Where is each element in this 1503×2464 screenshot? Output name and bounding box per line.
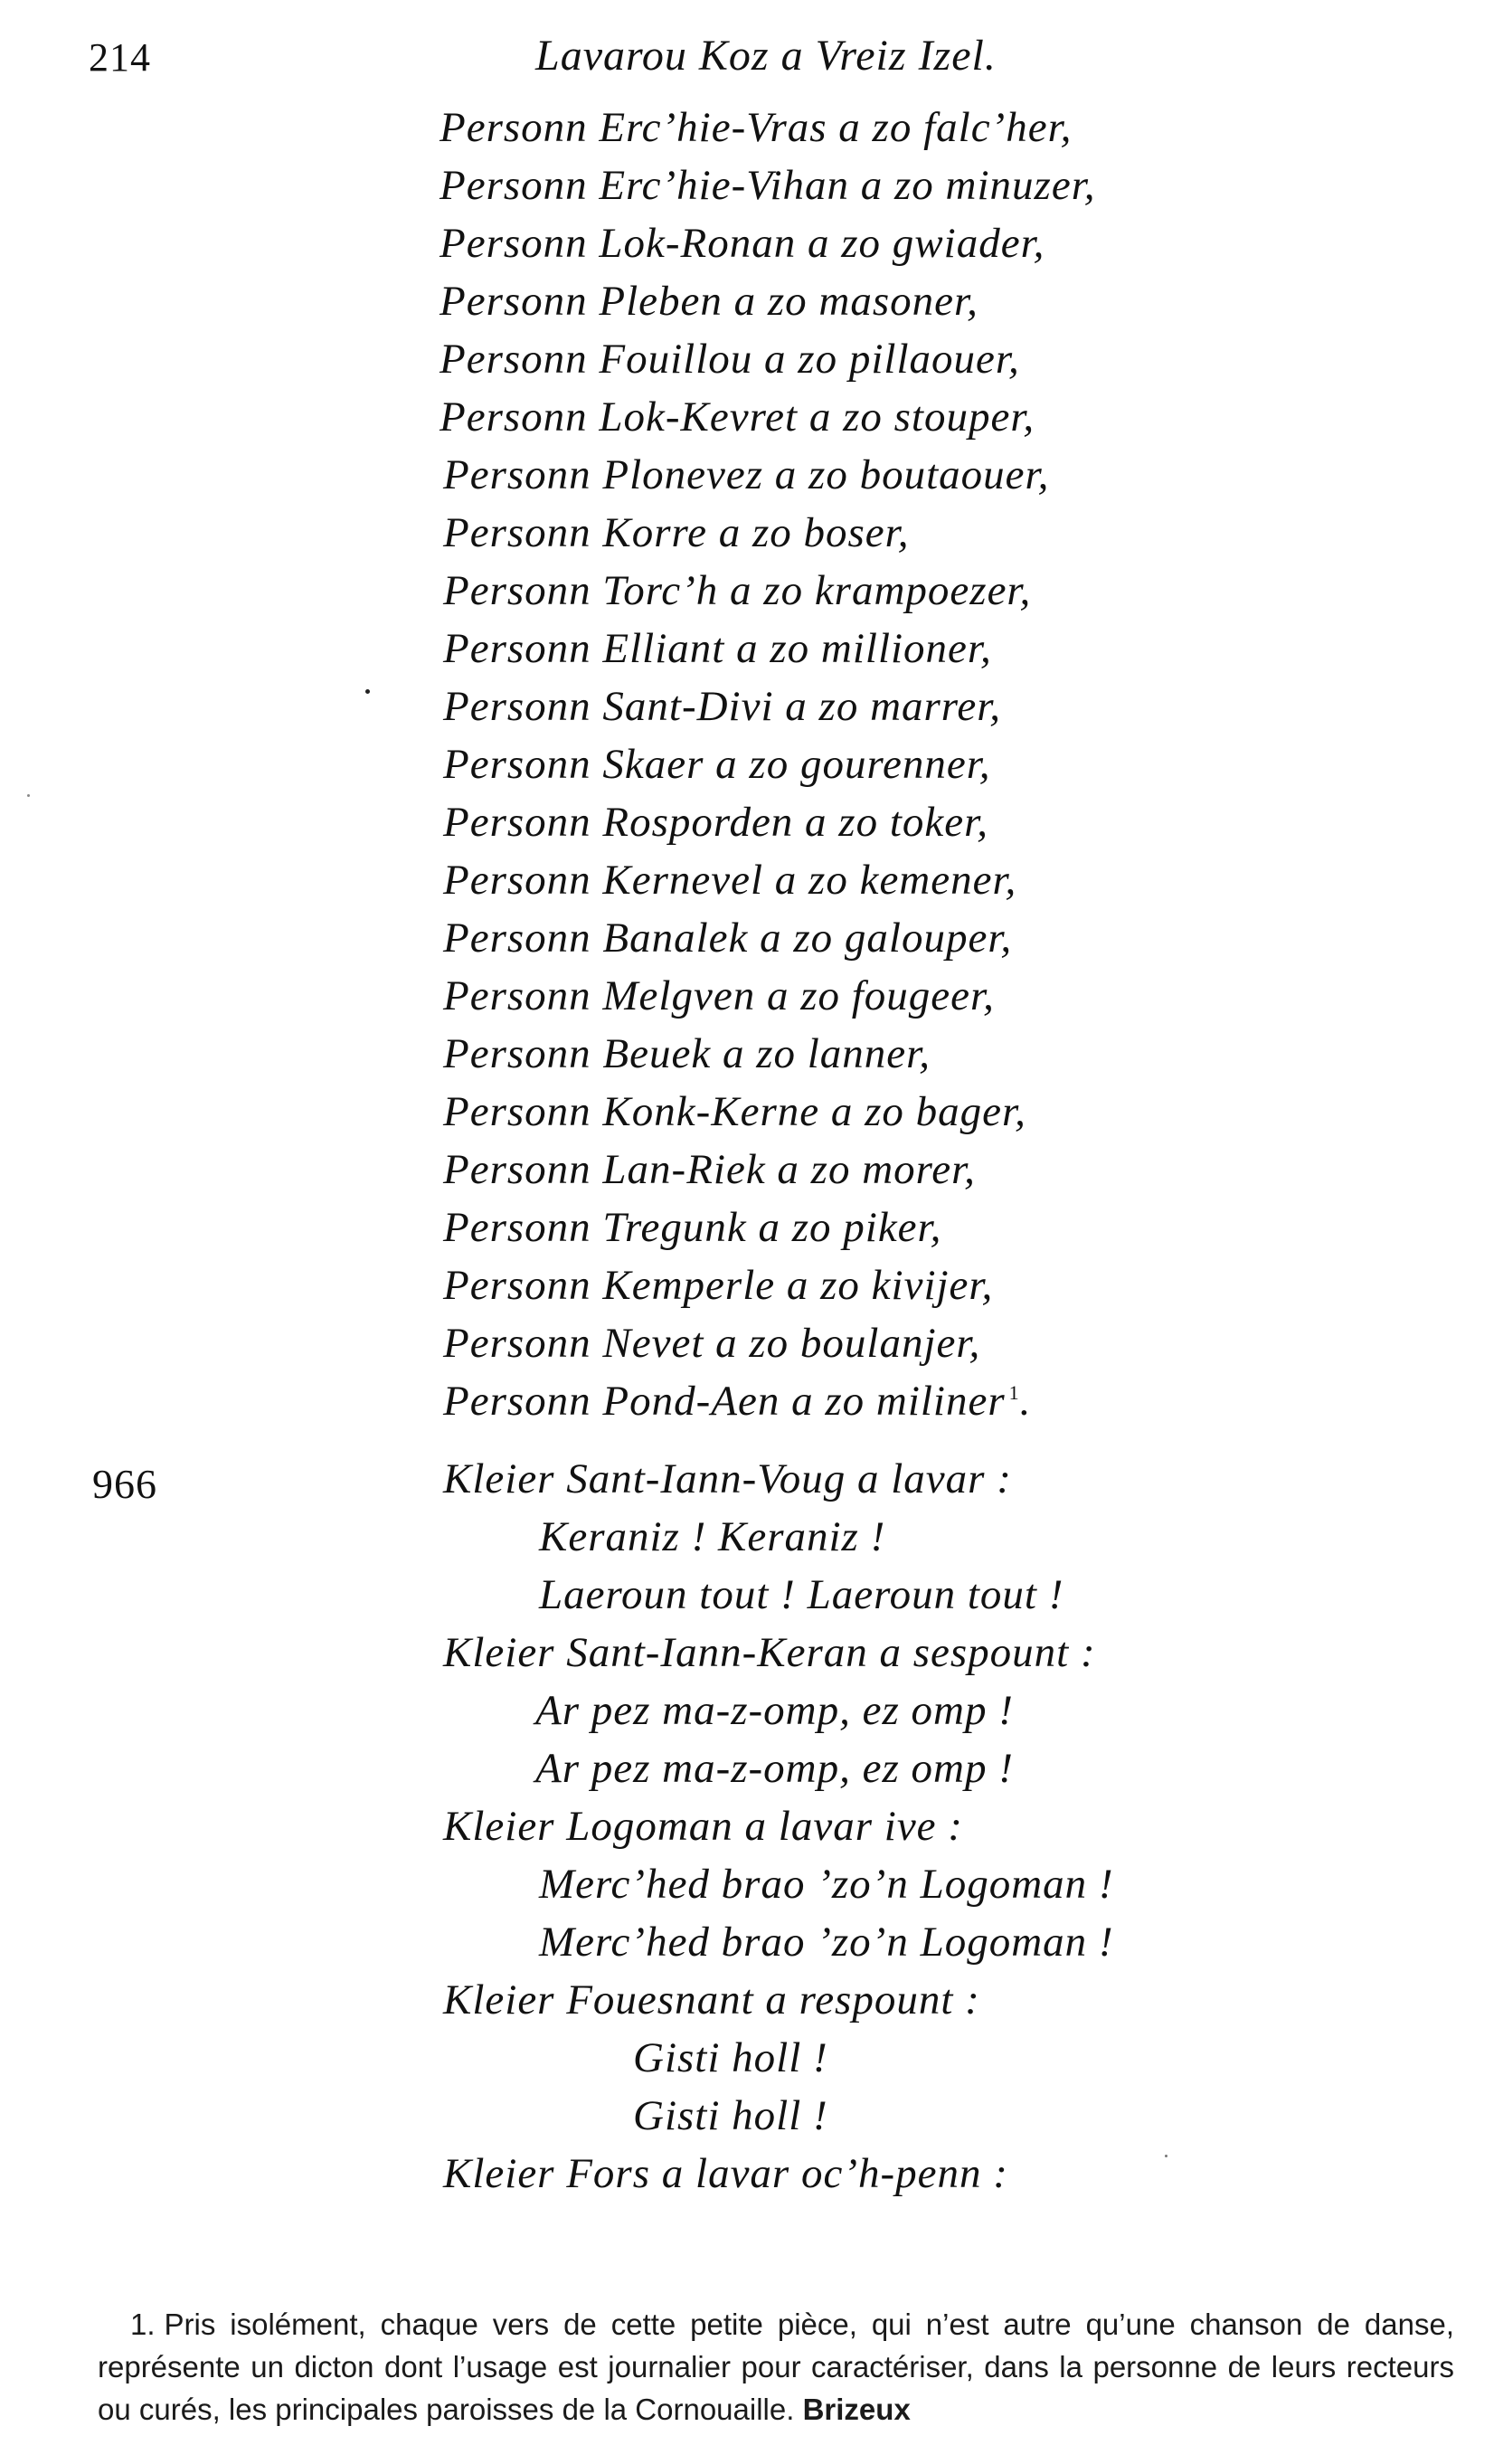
verse-line-end-mark: . [1019, 1378, 1032, 1425]
verse-line: Personn Nevet a zo boulanjer, [443, 1320, 981, 1367]
verse-line: Personn Torc’h a zo krampoezer, [443, 567, 1032, 614]
verse-line: Personn Beuek a zo lanner, [443, 1030, 931, 1077]
print-speck [365, 689, 370, 694]
verse-line: Personn Rosporden a zo toker, [443, 799, 988, 846]
footnote-text: Pris isolément, chaque vers de cette petite pièce, qui n’est autre qu’une chanson de danse, représente un dicton dont l’usage est journalier pour caractériser, dans la personne de leurs recteurs ou curés, les principales paroisses de la Cornouaille. [98, 2308, 1454, 2426]
verse-line-refrain: Merc’hed brao ’zo’n Logoman ! [539, 1861, 1114, 1908]
footnote-reference[interactable]: 1 [1008, 1381, 1020, 1405]
verse-line: Kleier Sant-Iann-Voug a lavar : [443, 1455, 1012, 1502]
print-speck [27, 794, 30, 797]
verse-line: Personn Erc’hie-Vras a zo falc’her, [440, 104, 1073, 151]
verse-line: Personn Lok-Ronan a zo gwiader, [440, 220, 1045, 267]
verse-line [443, 1380, 1031, 1423]
verse-line: Kleier Fouesnant a respount : [443, 1976, 980, 2023]
verse-line-refrain: Laeroun tout ! Laeroun tout ! [539, 1571, 1064, 1618]
verse-line: Personn Tregunk a zo piker, [443, 1204, 942, 1251]
verse-number: 966 [92, 1461, 157, 1507]
verse-line: Personn Kernevel a zo kemener, [443, 857, 1017, 904]
verse-line: Personn Plonevez a zo boutaouer, [443, 451, 1050, 498]
verse-line: Kleier Logoman a lavar ive : [443, 1803, 963, 1850]
running-title: Lavarou Koz a Vreiz Izel. [535, 32, 997, 80]
verse-line: Personn Konk-Kerne a zo bager, [443, 1088, 1026, 1135]
verse-line-text: Personn Pond-Aen a zo miliner [443, 1378, 1006, 1425]
verse-line-refrain: Ar pez ma-z-omp, ez omp ! [535, 1745, 1014, 1792]
verse-line-refrain: Keraniz ! Keraniz ! [539, 1513, 886, 1560]
verse-line: Personn Korre a zo boser, [443, 509, 910, 556]
verse-line: Personn Lan-Riek a zo morer, [443, 1146, 976, 1193]
verse-line: Kleier Fors a lavar oc’h-penn : [443, 2150, 1008, 2197]
verse-line-refrain: Gisti holl ! [633, 2034, 828, 2081]
verse-line-refrain: Merc’hed brao ’zo’n Logoman ! [539, 1919, 1114, 1966]
footnote [98, 2303, 1454, 2431]
verse-line: Personn Sant-Divi a zo marrer, [443, 683, 1002, 730]
verse-line: Personn Pleben a zo masoner, [440, 278, 978, 325]
verse-line: Personn Banalek a zo galouper, [443, 915, 1013, 962]
verse-line: Kleier Sant-Iann-Keran a sespount : [443, 1629, 1096, 1676]
verse-line: Personn Kemperle a zo kivijer, [443, 1262, 994, 1309]
verse-line: Personn Skaer a zo gourenner, [443, 741, 991, 788]
verse-line: Personn Melgven a zo fougeer, [443, 972, 995, 1019]
footnote-signature: Brizeux [802, 2393, 911, 2426]
print-speck [1165, 2155, 1167, 2157]
page-number: 214 [89, 35, 151, 80]
footnote-number: 1. [130, 2308, 156, 2341]
verse-line: Personn Erc’hie-Vihan a zo minuzer, [440, 162, 1096, 209]
verse-line-refrain: Gisti holl ! [633, 2092, 828, 2139]
verse-line-refrain: Ar pez ma-z-omp, ez omp ! [535, 1687, 1014, 1734]
verse-line: Personn Elliant a zo millioner, [443, 625, 992, 672]
verse-line: Personn Fouillou a zo pillaouer, [440, 336, 1020, 383]
verse-line: Personn Lok-Kevret a zo stouper, [440, 393, 1035, 441]
